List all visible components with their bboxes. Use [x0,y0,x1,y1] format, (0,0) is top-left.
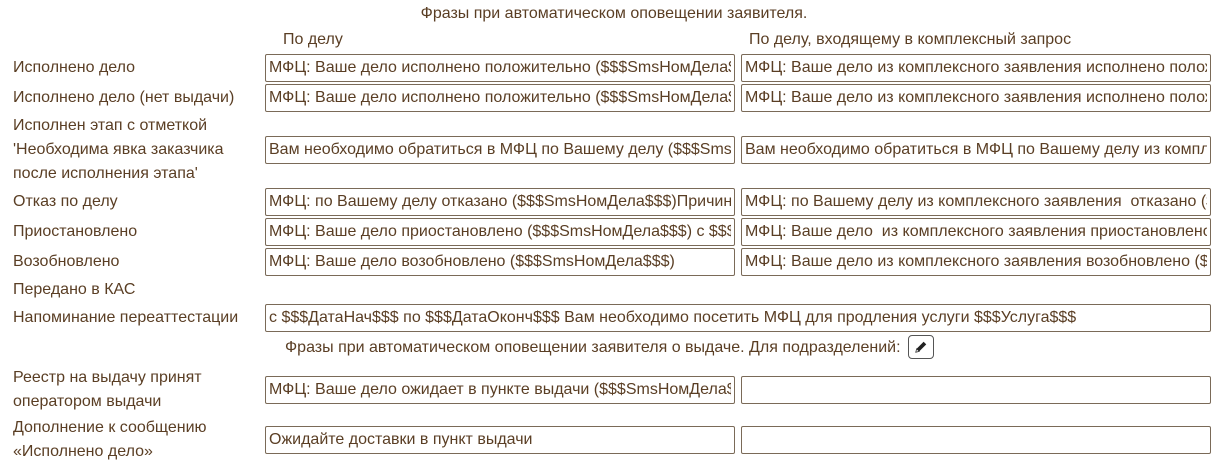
stage-completed-message-input[interactable] [265,136,735,164]
recertification-reminder-input[interactable] [265,304,1211,332]
case-refused-message-input[interactable] [265,188,735,216]
case-completed-no-delivery-complex-message-input[interactable] [741,84,1211,112]
suspended-complex-message-input[interactable] [741,218,1211,246]
resumed-message-input[interactable] [265,248,735,276]
registry-accepted-complex-message-input[interactable] [741,376,1211,404]
row-label-recertification-reminder: Напоминание переаттестации [13,309,239,326]
row-label-case-refused: Отказ по делу [13,193,118,210]
case-completed-message-input[interactable] [265,54,735,82]
suspended-message-input[interactable] [265,218,735,246]
case-completed-no-delivery-message-input[interactable] [265,84,735,112]
column-header-by-case: По делу [283,31,343,48]
completed-addendum-message-input[interactable] [265,426,735,454]
row-label-case-completed: Исполнено дело [13,59,136,76]
row-label-transferred-to-kas: Передано в КАС [13,281,136,298]
section-title: Фразы при автоматическом оповещении заявителя. [420,5,808,22]
row-label-completed-addendum: Дополнение к сообщению «Исполнено дело» [13,419,207,460]
row-label-registry-accepted: Реестр на выдачу принят оператором выдачи [13,369,202,410]
row-label-suspended: Приостановлено [13,223,138,240]
case-completed-complex-message-input[interactable] [741,54,1211,82]
row-label-case-completed-no-delivery: Исполнено дело (нет выдачи) [13,89,235,106]
delivery-section-title: Фразы при автоматическом оповещении заявителя о выдаче. Для подразделений: [285,339,901,356]
edit-subdivisions-button[interactable] [908,335,934,359]
column-header-complex-request: По делу, входящему в комплексный запрос [749,31,1072,48]
pencil-icon [914,340,928,354]
row-label-resumed: Возобновлено [13,253,120,270]
registry-accepted-message-input[interactable] [265,376,735,404]
stage-completed-complex-message-input[interactable] [741,136,1211,164]
case-refused-complex-message-input[interactable] [741,188,1211,216]
resumed-complex-message-input[interactable] [741,248,1211,276]
completed-addendum-complex-message-input[interactable] [741,426,1211,454]
row-label-stage-completed: Исполнен этап с отметкой 'Необходима явка заказчика после исполнения этапа' [13,117,224,182]
